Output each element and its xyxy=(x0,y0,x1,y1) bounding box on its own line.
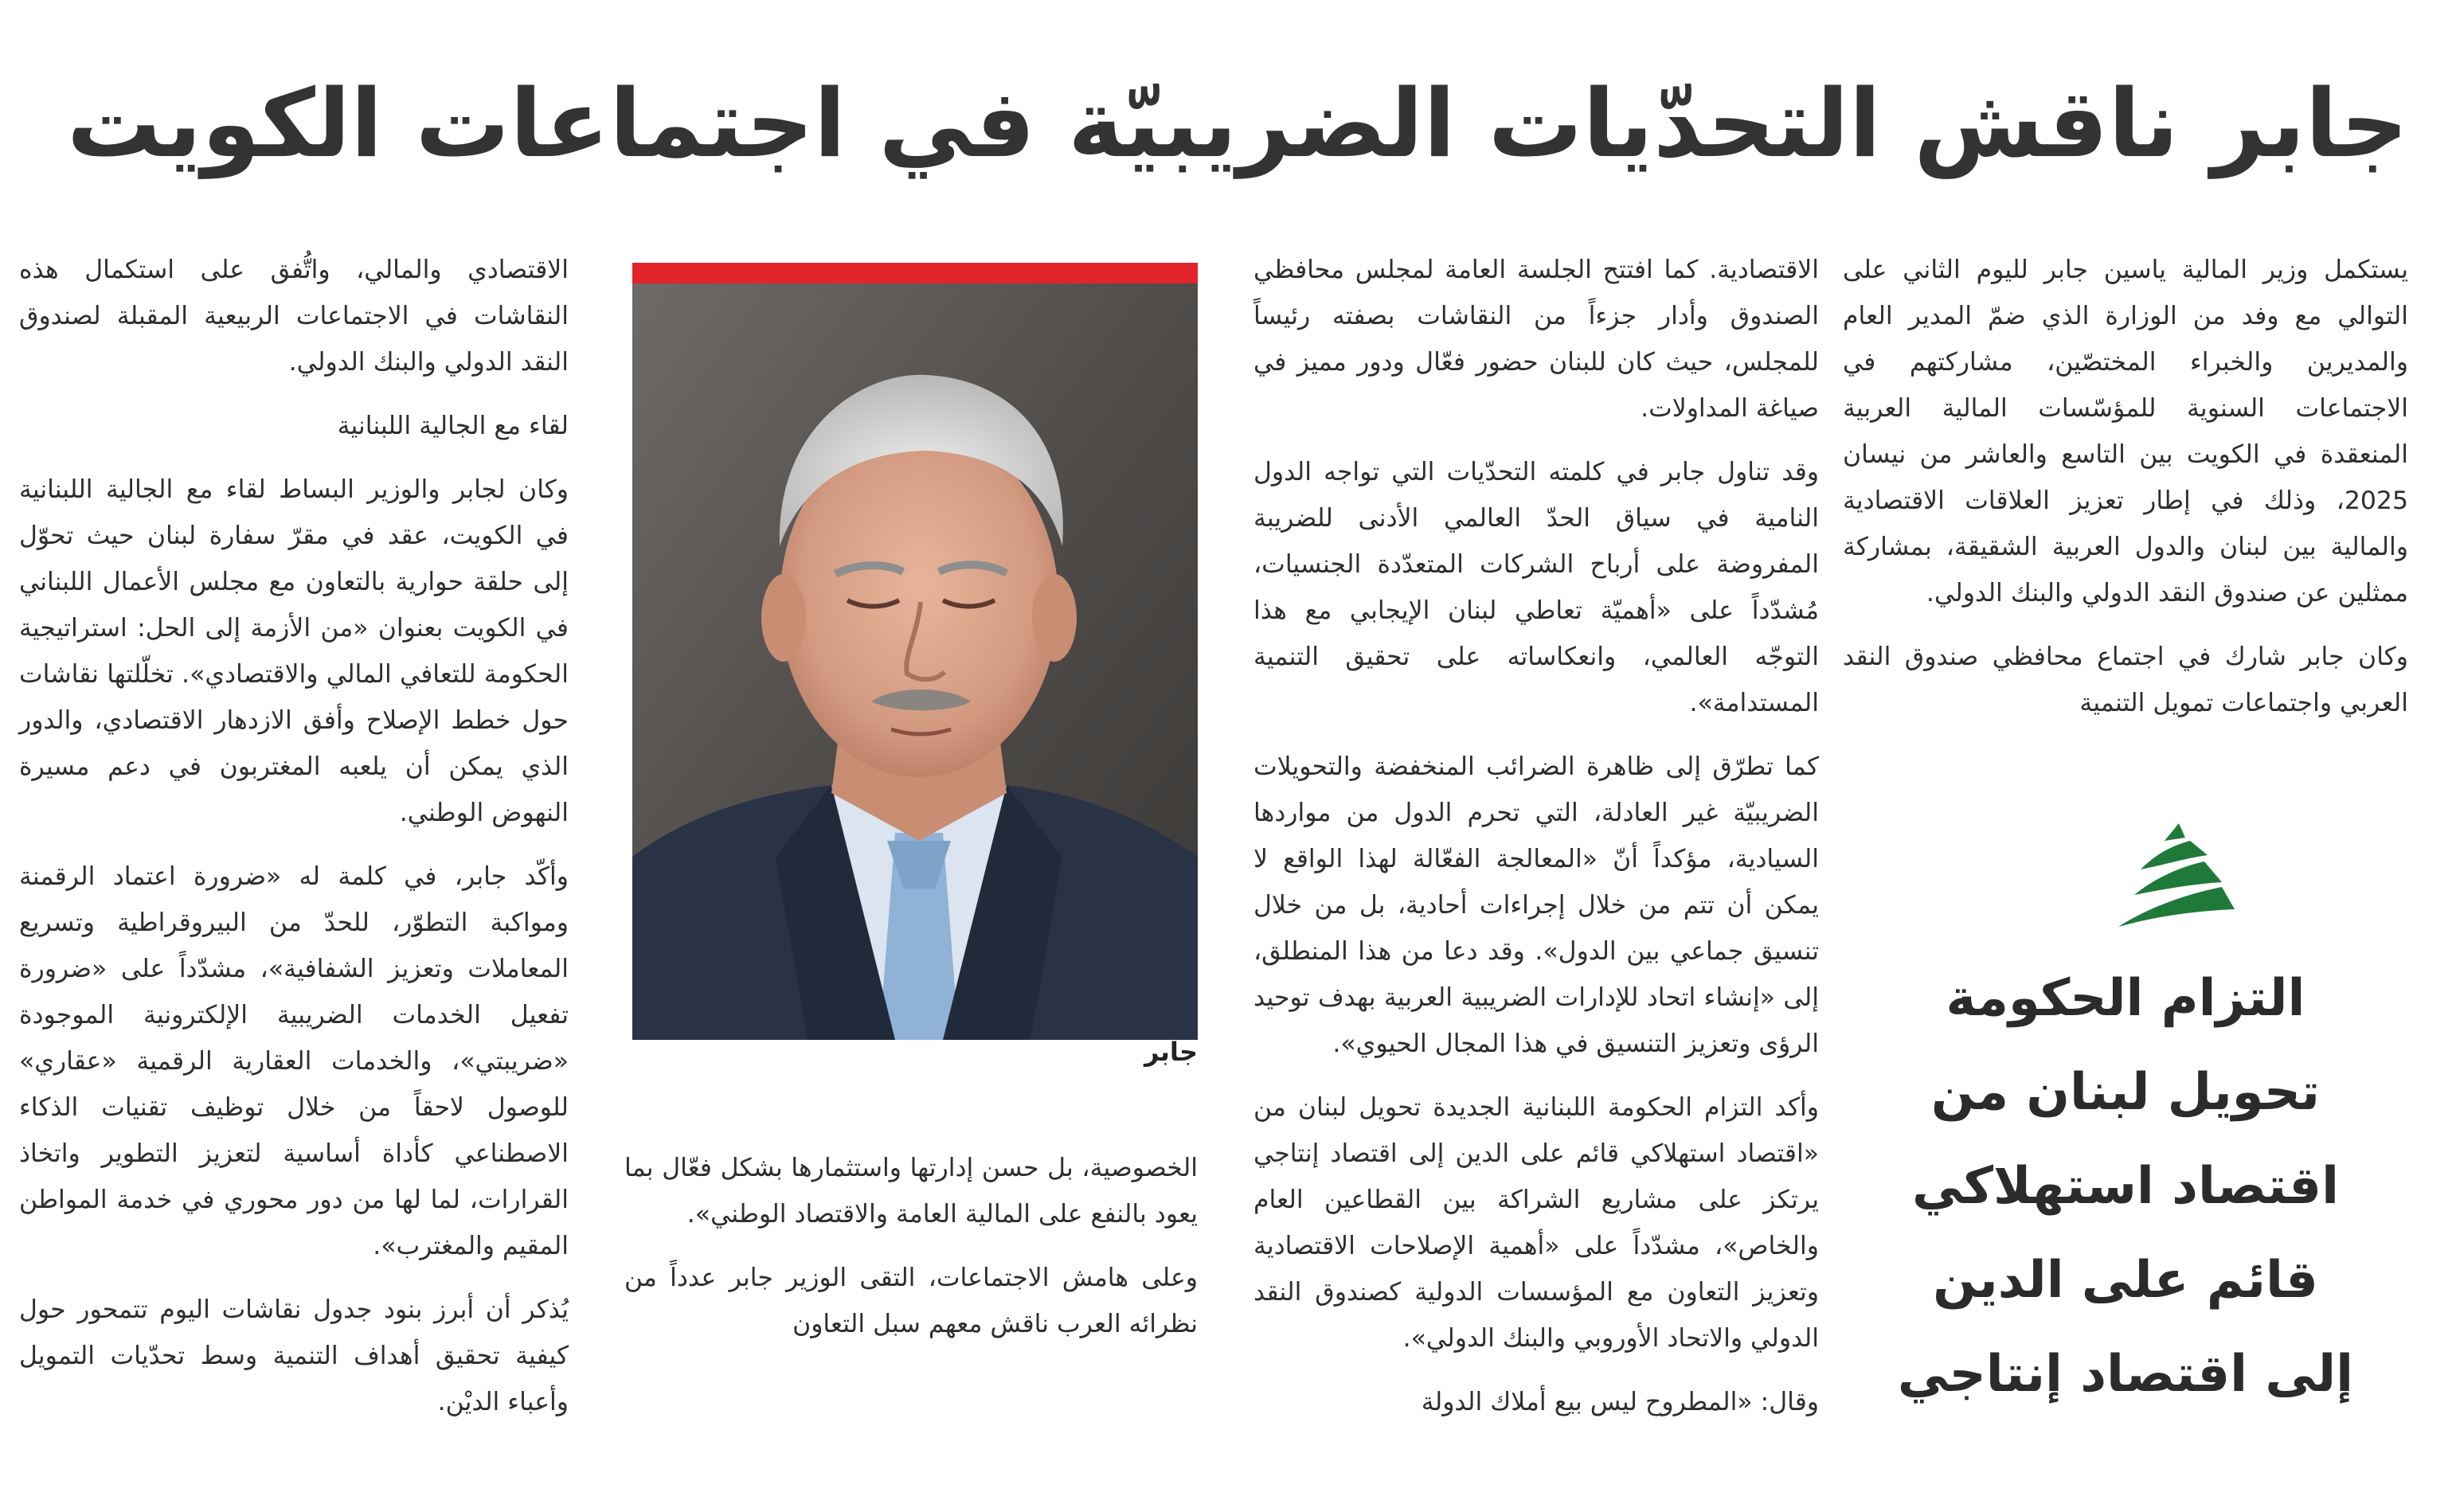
paragraph: وقد تناول جابر في كلمته التحدّيات التي تواجه الدول النامية في سياق الحدّ العالمي الأدنى للضريبة المفروضة على أرباح الشركات المتعدّدة الجنسيات، مُشدّداً على «أهميّة تعاطي لبنان الإيجابي مع هذا التوجّه العالمي، وانعكاساته على تحقيق التنمية المستدامة». xyxy=(1253,458,1819,717)
paragraph: كما تطرّق إلى ظاهرة الضرائب المنخفضة والتحويلات الضريبيّة غير العادلة، التي تحرم الدول من مواردها السيادية، مؤكداً أنّ «المعالجة الفعّالة لهذا الواقع لا يمكن أن تتم من خلال إجراءات أحادية، بل من خلال تنسيق جماعي بين الدول». وقد دعا من هذا المنطلق، إلى «إنشاء اتحاد للإدارات الضريبية العربية بهدف توحيد الرؤى وتعزيز التنسيق في هذا المجال الحيوي». xyxy=(1253,752,1819,1058)
paragraph: يُذكر أن أبرز بنود جدول نقاشات اليوم تتمحور حول كيفية تحقيق أهداف التنمية وسط تحدّيات التمويل وأعباء الديْن. xyxy=(19,1295,569,1416)
headline: جابر ناقش التحدّيات الضريبيّة في اجتماعات الكويت xyxy=(67,68,2408,178)
paragraph: الاقتصادية. كما افتتح الجلسة العامة لمجلس محافظي الصندوق وأدار جزءاً من النقاشات بصفته رئيساً للمجلس، حيث كان للبنان حضور فعّال ودور مميز في صياغة المداولات. xyxy=(1253,256,1819,423)
pull-quote-line: اقتصاد استهلاكي xyxy=(1912,1157,2339,1216)
paragraph: الاقتصادي والمالي، واتُّفق على استكمال هذه النقاشات في الاجتماعات الربيعية المقبلة لصندوق النقد الدولي والبنك الدولي. xyxy=(19,256,569,377)
pull-quote-line: إلى اقتصاد إنتاجي xyxy=(1897,1345,2354,1404)
paragraph: يستكمل وزير المالية ياسين جابر لليوم الثاني على التوالي مع وفد من الوزارة الذي ضمّ المدير العام والمديرين والخبراء المختصّين، مشاركتهم في الاجتماعات السنوية للمؤسّسات المالية العربية المنعقدة في الكويت بين التاسع والعاشر من نيسان 2025، وذلك في إطار تعزيز العلاقات الاقتصادية والمالية بين لبنان والدول العربية الشقيقة، بمشاركة ممثلين عن صندوق النقد الدولي والبنك الدولي. xyxy=(1843,256,2408,608)
pull-quote-line: قائم على الدين xyxy=(1933,1251,2318,1310)
paragraph: وعلى هامش الاجتماعات، التقى الوزير جابر عدداً من نظرائه العرب ناقش معهم سبل التعاون xyxy=(624,1264,1198,1338)
article-column-3 xyxy=(624,1145,1198,1365)
photo-accent-bar xyxy=(632,263,1198,283)
paragraph: وقال: «المطروح ليس بيع أملاك الدولة xyxy=(1421,1388,1819,1416)
pull-quote-line: التزام الحكومة xyxy=(1946,969,2305,1028)
paragraph: وأكّد جابر، في كلمة له «ضرورة اعتماد الرقمنة ومواكبة التطوّر، للحدّ من البيروقراطية وتسريع المعاملات وتعزيز الشفافية»، مشدّداً على «ضرورة تفعيل الخدمات الضريبية الإلكترونية الموجودة «ضريبتي»، والخدمات العقارية الرقمية «عقاري» للوصول لاحقاً من خلال توظيف تقنيات الذكاء الاصطناعي كأداة أساسية لتعزيز التطوير واتخاذ القرارات، لما لها من دور محوري في خدمة المواطن المقيم والمغترب». xyxy=(19,862,569,1260)
photo-caption: جابر xyxy=(1144,1037,1198,1067)
photo-frame xyxy=(632,263,1198,1040)
lebanese-cedar-icon xyxy=(2102,820,2238,932)
article-column-2 xyxy=(1253,247,1819,1443)
article-column-1 xyxy=(1843,247,2408,744)
pull-quote-line: تحويل لبنان من xyxy=(1930,1063,2321,1122)
article-column-4 xyxy=(19,247,569,1443)
paragraph: وأكد التزام الحكومة اللبنانية الجديدة تحويل لبنان من «اقتصاد استهلاكي قائم على الدين إلى اقتصاد إنتاجي يرتكز على مشاريع الشراكة بين القطاعين العام والخاص»، مشدّداً على «أهمية الإصلاحات الاقتصادية وتعزيز التعاون مع المؤسسات الدولية كصندوق النقد الدولي والاتحاد الأوروبي والبنك الدولي». xyxy=(1253,1093,1819,1353)
minister-portrait-photo xyxy=(632,283,1198,1040)
pull-quote xyxy=(1843,951,2408,1421)
paragraph: وكان لجابر والوزير البساط لقاء مع الجالية اللبنانية في الكويت، عقد في مقرّ سفارة لبنان حيث تحوّل إلى حلقة حوارية بالتعاون مع مجلس الأعمال اللبناني في الكويت بعنوان «من الأزمة إلى الحل: استراتيجية الحكومة للتعافي المالي والاقتصادي». تخلّلتها نقاشات حول خطط الإصلاح وأفق الازدهار الاقتصادي، والدور الذي يمكن أن يلعبه المغتربون في دعم مسيرة النهوض الوطني. xyxy=(19,475,569,827)
section-subheading: لقاء مع الجالية اللبنانية xyxy=(337,412,569,440)
paragraph: الخصوصية، بل حسن إدارتها واستثمارها بشكل فعّال بما يعود بالنفع على المالية العامة والاقتصاد الوطني». xyxy=(624,1154,1198,1229)
paragraph: وكان جابر شارك في اجتماع محافظي صندوق النقد العربي واجتماعات تمويل التنمية xyxy=(1843,643,2408,717)
